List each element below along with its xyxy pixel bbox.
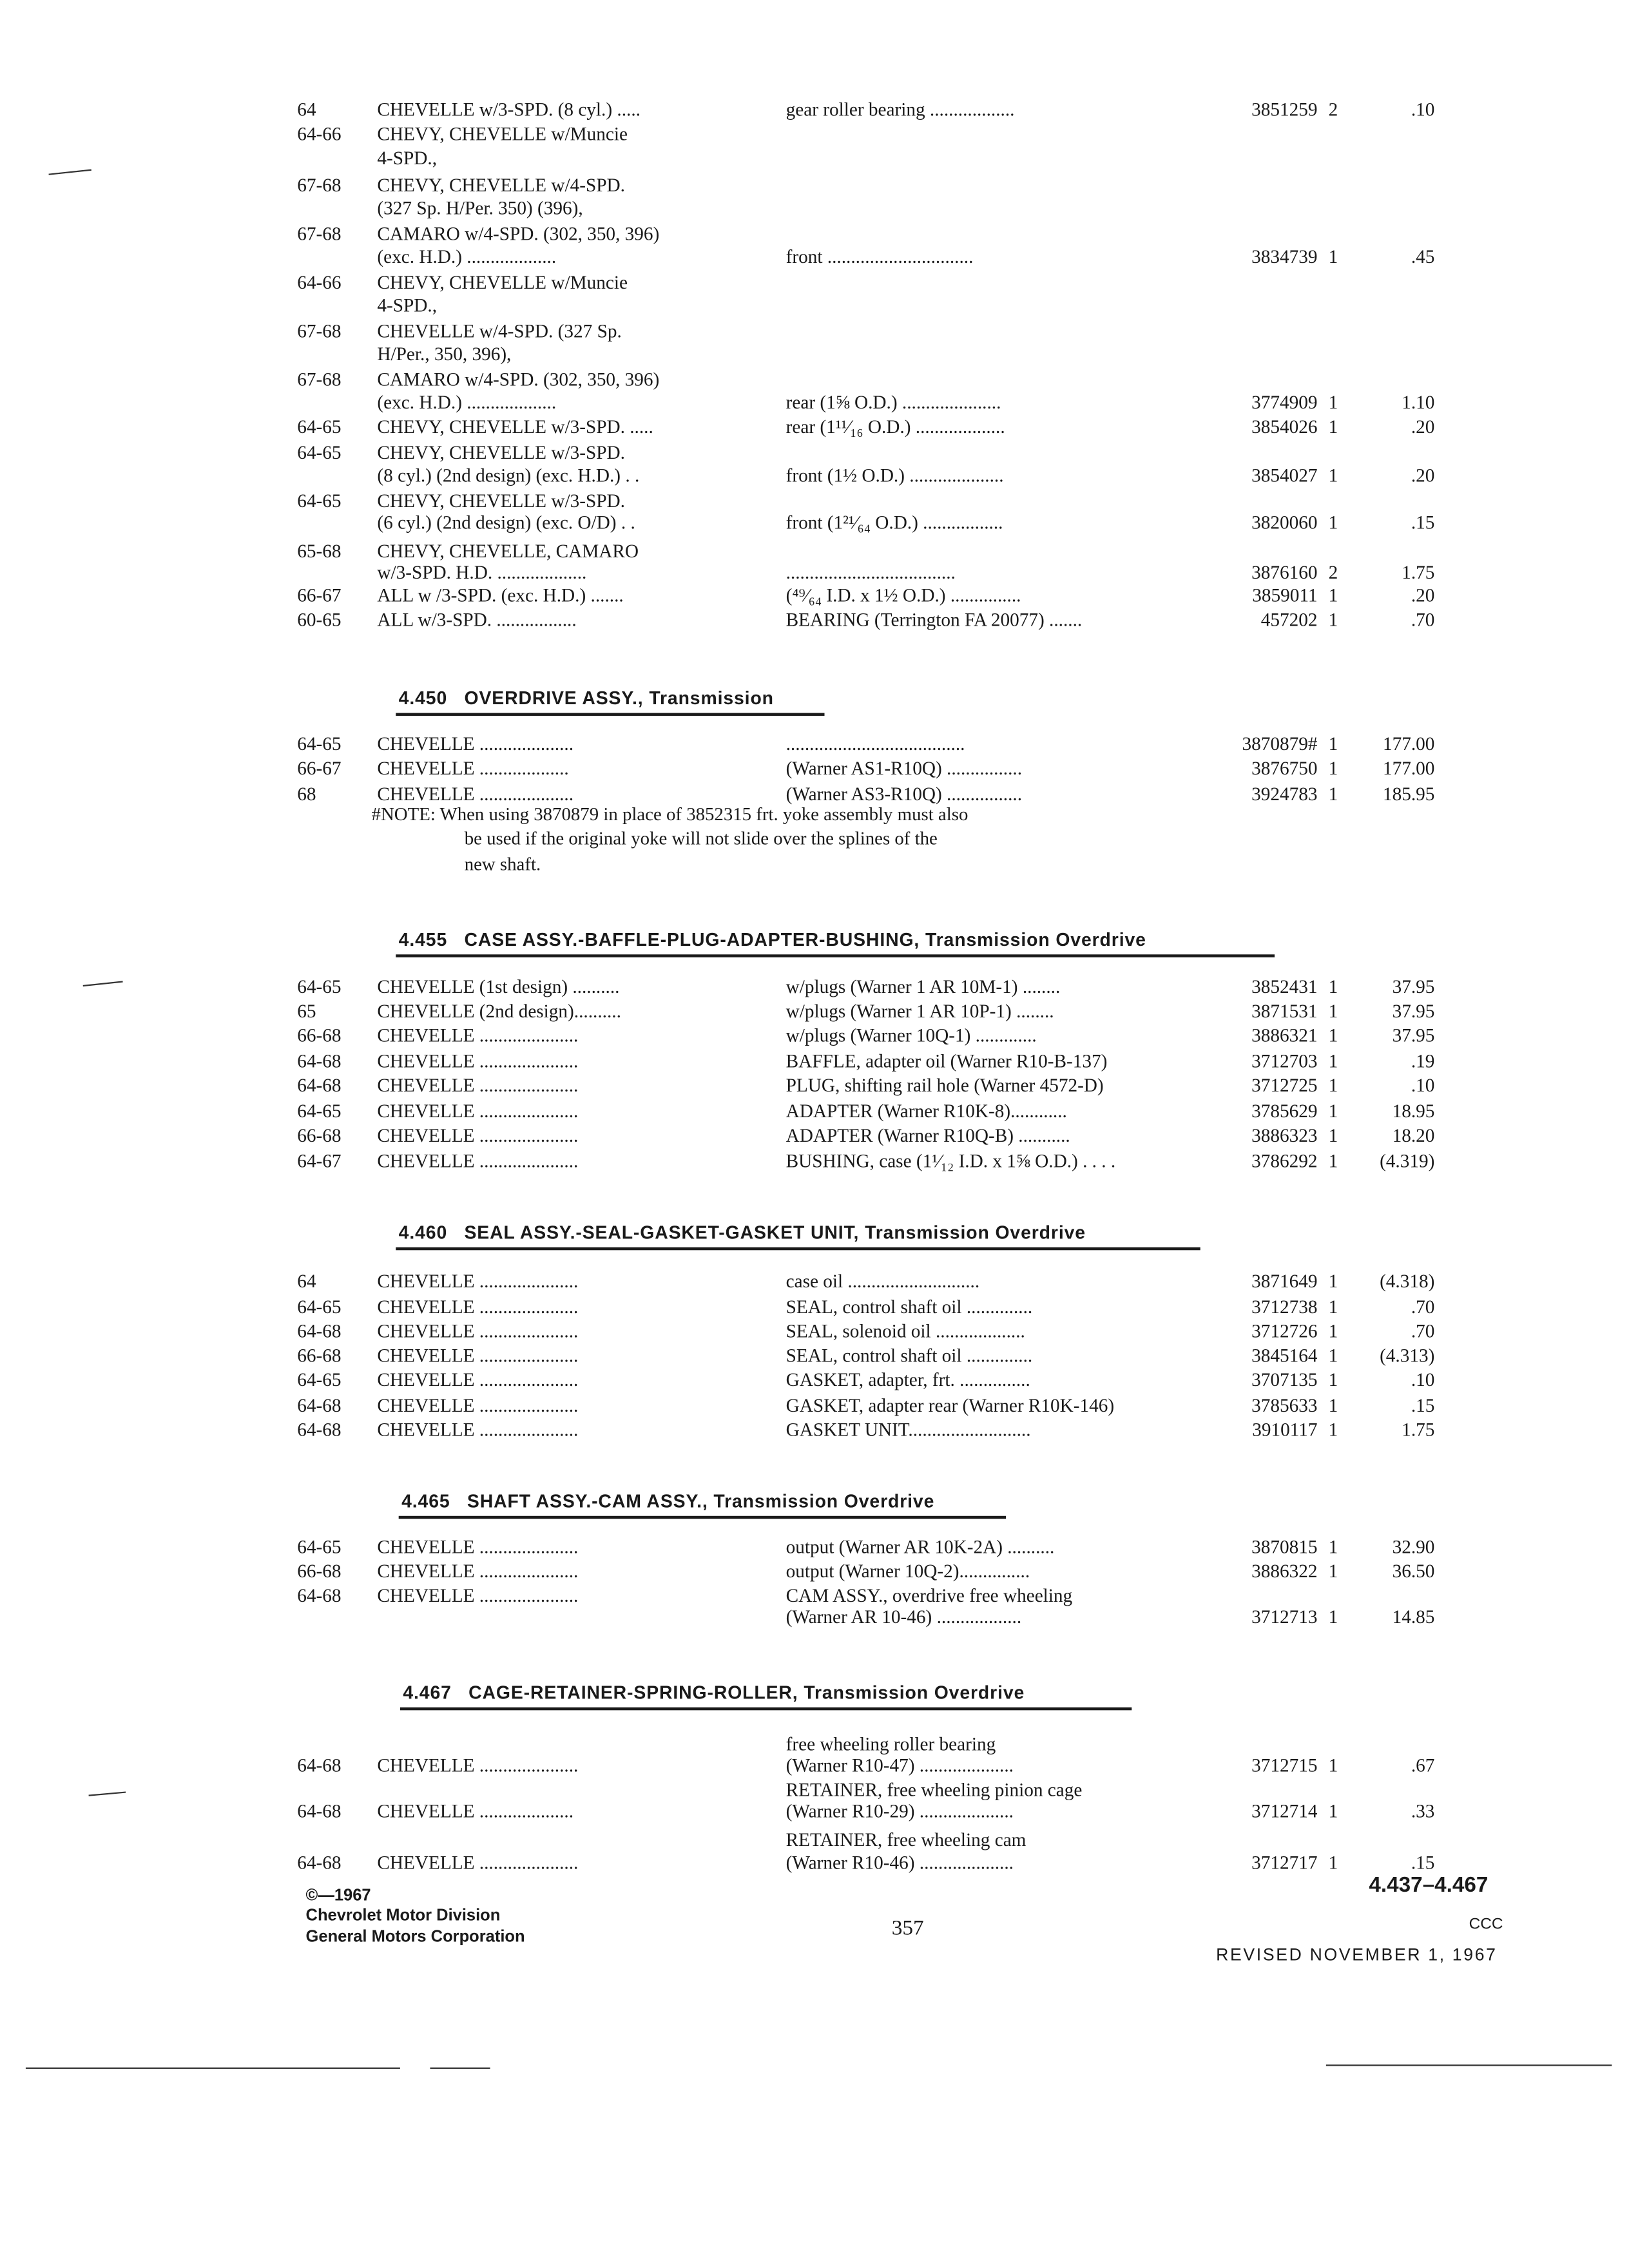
model-cell: CHEVY, CHEVELLE w/Muncie [377, 271, 628, 293]
year-cell: 64-68 [297, 1074, 342, 1096]
price-cell: 185.95 [1382, 783, 1435, 805]
part-number-cell: 3886323 [1251, 1124, 1318, 1146]
year-cell: 64-67 [297, 1150, 342, 1172]
price-cell: 36.50 [1392, 1560, 1435, 1582]
section-number: 4.465 [401, 1490, 450, 1512]
description-cell: w/plugs (Warner 1 AR 10M-1) ........ [786, 975, 1061, 997]
model-cell: CHEVY, CHEVELLE w/3-SPD. [377, 490, 625, 512]
quantity-cell: 1 [1328, 1100, 1338, 1122]
price-cell: (4.319) [1380, 1150, 1435, 1172]
price-cell: (4.318) [1380, 1270, 1435, 1292]
model-cell: CHEVELLE ..................... [377, 1535, 579, 1558]
description-cell: SEAL, control shaft oil .............. [786, 1344, 1033, 1366]
table-row [0, 1606, 1629, 1631]
table-row [0, 1100, 1629, 1126]
section-underline [396, 713, 824, 716]
year-cell: 64-65 [297, 1535, 342, 1558]
section-number: 4.455 [398, 928, 448, 950]
part-number-cell: 3924783 [1251, 783, 1318, 805]
model-cell: CHEVELLE ..................... [377, 1418, 579, 1441]
table-row [0, 465, 1629, 490]
model-cell: CHEVELLE w/3-SPD. (8 cyl.) ..... [377, 99, 641, 120]
price-cell: .67 [1411, 1754, 1435, 1776]
part-number-cell: 3786292 [1251, 1150, 1318, 1172]
price-cell: 177.00 [1382, 757, 1435, 779]
year-cell: 64-65 [297, 416, 342, 437]
table-row [0, 733, 1629, 759]
model-cell: (8 cyl.) (2nd design) (exc. H.D.) . . [377, 464, 640, 486]
quantity-cell: 1 [1328, 245, 1338, 267]
part-number-cell: 3910117 [1252, 1418, 1318, 1441]
year-cell: 67-68 [297, 174, 342, 196]
table-row [0, 1800, 1629, 1826]
quantity-cell: 1 [1328, 1394, 1338, 1416]
section-title: CAGE-RETAINER-SPRING-ROLLER, Transmission Overdrive [468, 1681, 1025, 1704]
quantity-cell: 1 [1328, 1000, 1338, 1022]
year-cell: 64-68 [297, 1851, 342, 1874]
table-row [0, 1075, 1629, 1100]
part-number-cell: 3712713 [1251, 1606, 1318, 1628]
description-cell: GASKET, adapter, frt. ............... [786, 1369, 1030, 1390]
description-cell: .................................... [786, 561, 956, 583]
quantity-cell: 1 [1328, 733, 1338, 754]
part-number-cell: 3854026 [1251, 416, 1318, 437]
year-cell: 64-66 [297, 122, 342, 144]
quantity-cell: 1 [1328, 1124, 1338, 1146]
year-cell: 64-68 [297, 1754, 342, 1776]
table-row [0, 1150, 1629, 1176]
part-number-cell: 3886321 [1251, 1024, 1318, 1046]
model-cell: (6 cyl.) (2nd design) (exc. O/D) . . [377, 511, 635, 533]
table-row [0, 1754, 1629, 1780]
model-cell: CHEVELLE ..................... [377, 1050, 579, 1072]
quantity-cell: 1 [1328, 1535, 1338, 1558]
section-header-4450 [399, 687, 774, 709]
table-row [0, 369, 1629, 394]
quantity-cell: 2 [1328, 99, 1338, 120]
part-number-cell: 3886322 [1251, 1560, 1318, 1582]
year-cell: 64-65 [297, 1369, 342, 1390]
table-row [0, 1345, 1629, 1370]
description-cell: ...................................... [786, 733, 965, 754]
part-number-cell: 3707135 [1251, 1369, 1318, 1390]
description-cell: front (1½ O.D.) .................... [786, 464, 1004, 486]
part-number-cell: 457202 [1260, 608, 1318, 630]
model-cell: CHEVELLE ..................... [377, 1270, 579, 1292]
model-cell: CHEVELLE ..................... [377, 1344, 579, 1366]
table-row [0, 1000, 1629, 1026]
quantity-cell: 1 [1328, 584, 1338, 606]
section-title: CASE ASSY.-BAFFLE-PLUG-ADAPTER-BUSHING, Transmission Overdrive [464, 928, 1146, 950]
description-cell: rear (1⅝ O.D.) ..................... [786, 391, 1001, 413]
table-row [0, 1024, 1629, 1050]
price-cell: .15 [1411, 1851, 1435, 1874]
year-cell: 68 [297, 783, 316, 805]
quantity-cell: 1 [1328, 1296, 1338, 1318]
quantity-cell: 1 [1328, 1344, 1338, 1366]
part-number-cell: 3774909 [1251, 391, 1318, 413]
description-cell: w/plugs (Warner 1 AR 10P-1) ........ [786, 1000, 1054, 1022]
quantity-cell: 1 [1328, 783, 1338, 805]
description-cell: SEAL, solenoid oil ................... [786, 1320, 1025, 1342]
model-cell: (exc. H.D.) ................... [377, 391, 557, 413]
section-underline [400, 1707, 1132, 1710]
quantity-cell: 1 [1328, 757, 1338, 779]
table-row [0, 1829, 1629, 1854]
table-row [0, 245, 1629, 271]
table-row [0, 1394, 1629, 1420]
part-number-cell: 3712715 [1251, 1754, 1318, 1776]
price-cell: .20 [1411, 416, 1435, 437]
model-cell: CHEVELLE ..................... [377, 1851, 579, 1874]
year-cell: 66-67 [297, 584, 342, 606]
model-cell: CHEVY, CHEVELLE w/3-SPD. ..... [377, 416, 653, 437]
price-cell: 1.75 [1402, 561, 1435, 583]
bottom-rule [26, 2068, 400, 2069]
year-cell: 65-68 [297, 540, 342, 562]
table-row [0, 609, 1629, 635]
description-cell: free wheeling roller bearing [786, 1733, 996, 1755]
year-cell: 64-68 [297, 1800, 342, 1822]
model-cell: CHEVY, CHEVELLE w/Muncie [377, 122, 628, 144]
quantity-cell: 1 [1328, 1369, 1338, 1390]
part-number-cell: 3876750 [1251, 757, 1318, 779]
section-underline [399, 1516, 1006, 1519]
table-row [0, 271, 1629, 297]
model-cell: CHEVELLE ..................... [377, 1074, 579, 1096]
part-number-cell: 3876160 [1251, 561, 1318, 583]
table-row [0, 175, 1629, 200]
table-row [0, 1561, 1629, 1586]
year-cell: 67-68 [297, 369, 342, 390]
description-cell: BEARING (Terrington FA 20077) ....... [786, 608, 1083, 630]
revision-date: REVISED NOVEMBER 1, 1967 [1216, 1945, 1498, 1965]
description-cell: PLUG, shifting rail hole (Warner 4572-D) [786, 1074, 1104, 1096]
description-cell: BAFFLE, adapter oil (Warner R10-B-137) [786, 1050, 1108, 1072]
part-number-cell: 3712717 [1251, 1851, 1318, 1874]
description-cell: rear (1¹¹⁄₁₆ O.D.) ................... [786, 416, 1005, 437]
group-range: 4.437–4.467 [1369, 1873, 1489, 1898]
part-number-cell: 3834739 [1251, 245, 1318, 267]
model-cell: CHEVELLE ..................... [377, 1754, 579, 1776]
price-cell: 1.10 [1402, 391, 1435, 413]
section-underline [396, 1247, 1200, 1250]
quantity-cell: 1 [1328, 1320, 1338, 1342]
part-number-cell: 3785633 [1251, 1394, 1318, 1416]
model-cell: w/3-SPD. H.D. ................... [377, 561, 587, 583]
part-number-cell: 3871531 [1251, 1000, 1318, 1022]
year-cell: 67-68 [297, 320, 342, 341]
model-cell: CHEVY, CHEVELLE w/3-SPD. [377, 441, 625, 463]
model-cell: (exc. H.D.) ................... [377, 245, 557, 267]
model-cell: CHEVELLE ................... [377, 757, 569, 779]
year-cell: 64-68 [297, 1394, 342, 1416]
model-cell: CHEVELLE ..................... [377, 1024, 579, 1046]
year-cell: 67-68 [297, 222, 342, 245]
description-cell: case oil ............................ [786, 1270, 980, 1292]
note-line: be used if the original yoke will not slide over the splines of the [464, 827, 938, 849]
model-cell: 4-SPD., [377, 294, 438, 316]
model-cell: CHEVELLE ..................... [377, 1150, 579, 1172]
price-cell: 177.00 [1382, 733, 1435, 754]
section-header-4455 [399, 928, 1146, 950]
quantity-cell: 2 [1328, 561, 1338, 583]
model-cell: CHEVELLE ..................... [377, 1560, 579, 1582]
model-cell: CHEVELLE .................... [377, 783, 574, 805]
year-cell: 66-68 [297, 1024, 342, 1046]
table-row [0, 1270, 1629, 1296]
year-cell: 64-66 [297, 271, 342, 293]
quantity-cell: 1 [1328, 1024, 1338, 1046]
description-cell: w/plugs (Warner 10Q-1) ............. [786, 1024, 1037, 1046]
table-row [0, 123, 1629, 149]
table-row [0, 99, 1629, 124]
table-row [0, 294, 1629, 320]
section-title: SEAL ASSY.-SEAL-GASKET-GASKET UNIT, Transmission Overdrive [464, 1221, 1086, 1244]
section-header-4465 [401, 1490, 934, 1512]
part-number-cell: 3712738 [1251, 1296, 1318, 1318]
description-cell: SEAL, control shaft oil .............. [786, 1296, 1033, 1318]
model-cell: (327 Sp. H/Per. 350) (396), [377, 197, 583, 219]
description-cell: GASKET UNIT.......................... [786, 1418, 1031, 1441]
year-cell: 64 [297, 1270, 316, 1292]
model-cell: CAMARO w/4-SPD. (302, 350, 396) [377, 222, 660, 245]
description-cell: output (Warner 10Q-2)............... [786, 1560, 1030, 1582]
description-cell: CAM ASSY., overdrive free wheeling [786, 1584, 1073, 1606]
description-cell: GASKET, adapter rear (Warner R10K-146) [786, 1394, 1115, 1416]
year-cell: 64-65 [297, 733, 342, 754]
description-cell: front ............................... [786, 245, 974, 267]
price-cell: .19 [1411, 1050, 1435, 1072]
section-number: 4.450 [398, 687, 448, 709]
table-row [0, 416, 1629, 441]
footer-division: Chevrolet Motor Division [305, 1907, 501, 1925]
model-cell: CAMARO w/4-SPD. (302, 350, 396) [377, 369, 660, 390]
model-cell: CHEVELLE (2nd design).......... [377, 1000, 621, 1022]
model-cell: CHEVELLE ..................... [377, 1296, 579, 1318]
quantity-cell: 1 [1328, 608, 1338, 630]
year-cell: 66-68 [297, 1344, 342, 1366]
year-cell: 64-68 [297, 1418, 342, 1441]
quantity-cell: 1 [1328, 391, 1338, 413]
part-number-cell: 3851259 [1251, 99, 1318, 120]
description-cell: (Warner R10-29) .................... [786, 1800, 1014, 1822]
part-number-cell: 3712726 [1251, 1320, 1318, 1342]
footer-corporation: General Motors Corporation [305, 1928, 525, 1946]
description-cell: (Warner AS1-R10Q) ................ [786, 757, 1023, 779]
description-cell: gear roller bearing .................. [786, 99, 1015, 120]
price-cell: .10 [1411, 99, 1435, 120]
price-cell: 14.85 [1392, 1606, 1435, 1628]
year-cell: 64-65 [297, 490, 342, 512]
model-cell: CHEVELLE ..................... [377, 1100, 579, 1122]
table-row [0, 512, 1629, 537]
price-cell: .45 [1411, 245, 1435, 267]
price-cell: .70 [1411, 1296, 1435, 1318]
description-cell: ADAPTER (Warner R10K-8)............ [786, 1100, 1067, 1122]
part-number-cell: 3852431 [1251, 975, 1318, 997]
quantity-cell: 1 [1328, 464, 1338, 486]
table-row [0, 441, 1629, 467]
quantity-cell: 1 [1328, 1150, 1338, 1172]
part-number-cell: 3712714 [1251, 1800, 1318, 1822]
price-cell: .15 [1411, 1394, 1435, 1416]
price-cell: 1.75 [1402, 1418, 1435, 1441]
footer-copyright: ©—1967 [305, 1887, 371, 1905]
section-header-4460 [399, 1222, 1086, 1243]
price-cell: .20 [1411, 464, 1435, 486]
description-cell: BUSHING, case (1¹⁄₁₂ I.D. x 1⅝ O.D.) . . . . [786, 1150, 1116, 1172]
table-row [0, 1320, 1629, 1346]
price-cell: .10 [1411, 1369, 1435, 1390]
table-row [0, 223, 1629, 249]
description-cell: (Warner AR 10-46) .................. [786, 1606, 1022, 1628]
table-row [0, 1419, 1629, 1445]
model-cell: CHEVELLE ..................... [377, 1394, 579, 1416]
table-row [0, 1296, 1629, 1321]
table-row [0, 320, 1629, 346]
model-cell: 4-SPD., [377, 147, 438, 169]
year-cell: 64-65 [297, 975, 342, 997]
bottom-rule [1326, 2064, 1612, 2066]
part-number-cell: 3712725 [1251, 1074, 1318, 1096]
section-underline [396, 954, 1275, 957]
part-number-cell: 3845164 [1251, 1344, 1318, 1366]
part-number-cell: 3871649 [1251, 1270, 1318, 1292]
table-row [0, 343, 1629, 369]
model-cell: CHEVY, CHEVELLE w/4-SPD. [377, 174, 625, 196]
section-header-4467 [403, 1682, 1025, 1703]
part-number-cell: 3859011 [1252, 584, 1318, 606]
quantity-cell: 1 [1328, 1270, 1338, 1292]
model-cell: CHEVELLE .................... [377, 1800, 574, 1822]
year-cell: 66-68 [297, 1560, 342, 1582]
table-row [0, 1369, 1629, 1394]
part-number-cell: 3820060 [1251, 511, 1318, 533]
model-cell: CHEVELLE ..................... [377, 1584, 579, 1606]
table-row [0, 1536, 1629, 1562]
table-row [0, 1124, 1629, 1150]
price-cell: 37.95 [1392, 975, 1435, 997]
description-cell: front (1²¹⁄₆₄ O.D.) ................. [786, 511, 1003, 533]
table-row [0, 1050, 1629, 1076]
page-number: 357 [891, 1917, 924, 1941]
description-cell: (Warner R10-47) .................... [786, 1754, 1014, 1776]
description-cell: (⁴⁹⁄₆₄ I.D. x 1½ O.D.) ............... [786, 584, 1021, 606]
model-cell: CHEVELLE (1st design) .......... [377, 975, 620, 997]
section-title: SHAFT ASSY.-CAM ASSY., Transmission Overdrive [467, 1490, 935, 1512]
section-title: OVERDRIVE ASSY., Transmission [464, 687, 774, 709]
note-line: new shaft. [464, 852, 541, 875]
section-number: 4.467 [403, 1681, 452, 1704]
part-number-cell: 3854027 [1251, 464, 1318, 486]
table-row [0, 584, 1629, 610]
price-cell: 37.95 [1392, 1024, 1435, 1046]
page-code: CCC [1469, 1916, 1503, 1934]
note-line: #NOTE: When using 3870879 in place of 3852315 frt. yoke assembly must also [371, 803, 969, 825]
table-row [0, 561, 1629, 587]
model-cell: CHEVELLE ..................... [377, 1320, 579, 1342]
description-cell: RETAINER, free wheeling cam [786, 1829, 1027, 1850]
description-cell: RETAINER, free wheeling pinion cage [786, 1778, 1083, 1801]
quantity-cell: 1 [1328, 975, 1338, 997]
price-cell: 18.95 [1392, 1100, 1435, 1122]
quantity-cell: 1 [1328, 511, 1338, 533]
year-cell: 64-65 [297, 1100, 342, 1122]
quantity-cell: 1 [1328, 1754, 1338, 1776]
table-row [0, 147, 1629, 173]
model-cell: CHEVELLE .................... [377, 733, 574, 754]
section-number: 4.460 [398, 1221, 448, 1244]
year-cell: 64-68 [297, 1320, 342, 1342]
model-cell: CHEVY, CHEVELLE, CAMARO [377, 540, 639, 562]
price-cell: (4.313) [1380, 1344, 1435, 1366]
bottom-rule [430, 2068, 490, 2069]
description-cell: (Warner R10-46) .................... [786, 1851, 1014, 1874]
quantity-cell: 1 [1328, 1050, 1338, 1072]
quantity-cell: 1 [1328, 1851, 1338, 1874]
price-cell: .15 [1411, 511, 1435, 533]
price-cell: .70 [1411, 608, 1435, 630]
price-cell: 18.20 [1392, 1124, 1435, 1146]
price-cell: .20 [1411, 584, 1435, 606]
description-cell: ADAPTER (Warner R10Q-B) ........... [786, 1124, 1070, 1146]
year-cell: 66-68 [297, 1124, 342, 1146]
year-cell: 65 [297, 1000, 316, 1022]
part-number-cell: 3712703 [1251, 1050, 1318, 1072]
model-cell: CHEVELLE w/4-SPD. (327 Sp. [377, 320, 622, 341]
model-cell: CHEVELLE ..................... [377, 1124, 579, 1146]
model-cell: CHEVELLE ..................... [377, 1369, 579, 1390]
model-cell: ALL w /3-SPD. (exc. H.D.) ....... [377, 584, 624, 606]
year-cell: 64-65 [297, 441, 342, 463]
price-cell: .33 [1411, 1800, 1435, 1822]
table-row [0, 757, 1629, 783]
table-row [0, 392, 1629, 418]
year-cell: 64 [297, 99, 316, 120]
quantity-cell: 1 [1328, 1418, 1338, 1441]
part-number-cell: 3870879# [1242, 733, 1318, 754]
description-cell: (Warner AS3-R10Q) ................ [786, 783, 1023, 805]
table-row [0, 976, 1629, 1002]
price-cell: .10 [1411, 1074, 1435, 1096]
price-cell: 37.95 [1392, 1000, 1435, 1022]
description-cell: output (Warner AR 10K-2A) .......... [786, 1535, 1055, 1558]
year-cell: 66-67 [297, 757, 342, 779]
price-cell: .70 [1411, 1320, 1435, 1342]
part-number-cell: 3870815 [1251, 1535, 1318, 1558]
quantity-cell: 1 [1328, 1606, 1338, 1628]
quantity-cell: 1 [1328, 1560, 1338, 1582]
quantity-cell: 1 [1328, 416, 1338, 437]
quantity-cell: 1 [1328, 1074, 1338, 1096]
quantity-cell: 1 [1328, 1800, 1338, 1822]
year-cell: 64-68 [297, 1584, 342, 1606]
model-cell: H/Per., 350, 396), [377, 343, 512, 365]
year-cell: 60-65 [297, 608, 342, 630]
price-cell: 32.90 [1392, 1535, 1435, 1558]
part-number-cell: 3785629 [1251, 1100, 1318, 1122]
model-cell: ALL w/3-SPD. ................. [377, 608, 577, 630]
table-row [0, 197, 1629, 223]
year-cell: 64-65 [297, 1296, 342, 1318]
year-cell: 64-68 [297, 1050, 342, 1072]
